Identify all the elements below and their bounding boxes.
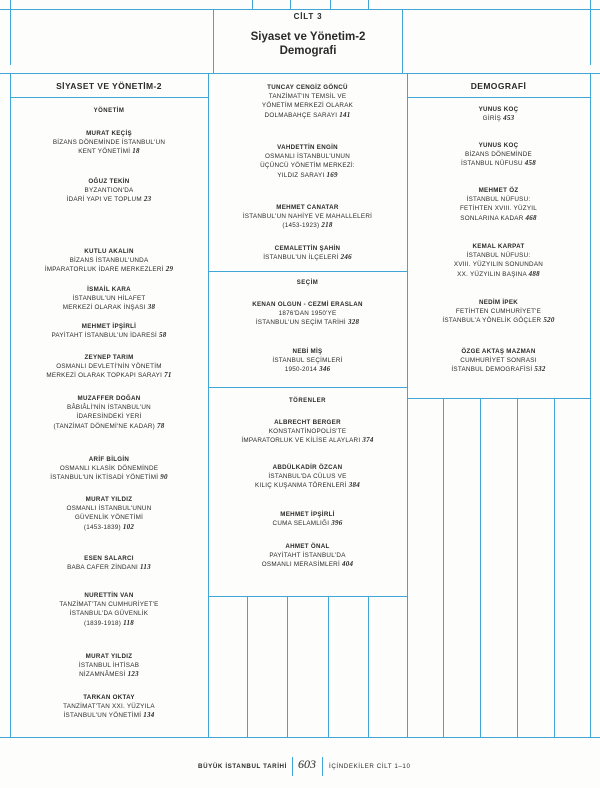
entry-author: KUTLU AKALIN [84,248,134,255]
entry-title-line: MERKEZİ OLARAK İNŞASI 38 [62,303,156,312]
toc-entry [10,177,208,205]
grid-line [330,0,331,10]
toc-entry [208,143,407,180]
entry-author: KEMAL KARPAT [472,243,525,250]
toc-entry [10,591,208,628]
grid-line [554,399,555,738]
entry-author: OĞUZ TEKİN [88,178,130,185]
entry-title-line: BABA CAFER ZİNDANI 113 [67,563,151,571]
entry-page-number: 328 [347,318,360,327]
entry-author: ABDÜLKADİR ÖZCAN [272,464,343,471]
toc-entry [407,141,590,169]
entry-page-number: 384 [348,481,360,490]
entry-title-line: İSTANBUL NÜFUSU: [466,252,531,259]
entry-title-line: İSTANBUL'UN İLÇELERİ 246 [263,253,352,261]
entry-author: ARİF BİLGİN [88,456,130,463]
entry-author: İSMAİL KARA [87,286,131,293]
entry-title-line: İMPARATORLUK İDARE MERKEZLERİ 29 [44,265,174,274]
toc-entry [208,203,407,231]
entry-title-line: İSTANBUL NÜFUSU: [466,196,531,203]
entry-page-number: 118 [123,618,134,627]
entry-author: ESEN SALARCI [84,555,134,562]
entry-title-line: BİZANS DÖNEMİNDE [465,151,532,158]
toc-entry [407,186,590,223]
entry-title-line: (1839-1918) 118 [84,618,134,627]
entry-page-number: 123 [127,670,139,679]
entry-title-line: OSMANLI KLASİK DÖNEMİNDE [59,465,159,472]
entry-page-number: 532 [534,365,546,374]
middle-column [208,74,407,736]
entry-author: NURETTİN VAN [84,592,134,599]
toc-entry [407,242,590,279]
entry-title-line: CUMHURİYET SONRASI [460,357,537,364]
entry-title-line: FETİHTEN XVIII. YÜZYIL [459,205,538,213]
entry-title-line: İSTANBUL'DA GÜVENLİK [69,610,149,618]
entry-title-line: İDARESİNDEKİ YERİ [76,413,142,421]
toc-entry [208,347,407,375]
volume-title [214,30,402,58]
entry-title-line: BYZANTION'DA [84,187,134,194]
toc-entry [407,298,590,326]
entry-author: NEDİM İPEK [478,299,519,306]
volume-title-line1: Siyaset ve Yönetim-2 [250,31,366,43]
toc-entry [10,495,208,532]
entry-title-line: BİZANS DÖNEMİNDE İSTANBUL'UN [52,139,166,146]
column-title-rule [10,97,208,98]
grid-line [252,0,253,10]
entry-page-number: 346 [319,365,331,374]
entry-author: NEBİ MİŞ [292,348,323,355]
footer-series-title: BÜYÜK İSTANBUL TARİHİ [198,763,287,770]
entry-title-line: BİZANS İSTANBUL'UNDA [69,257,149,264]
entry-title-line: PAYİTAHT İSTANBUL'DA [269,552,346,559]
entry-title-line: NİZAMNÂMESİ 123 [79,670,139,679]
left-column [10,100,208,736]
toc-entry [208,418,407,446]
entry-title-line: YÖNETİM MERKEZİ OLARAK [261,102,354,110]
entry-author: MEHMET ÖZ [478,187,519,194]
volume-label: CİLT 3 [293,12,323,21]
grid-line [290,0,291,10]
entry-title-line: ÜÇÜNCÜ YÖNETİM MERKEZİ: [260,162,355,170]
entry-title-line: CUMA SELAMLIĞI 396 [272,519,343,527]
footer-divider-right [322,757,323,776]
entry-title-line: MERKEZİ OLARAK TOPKAPI SARAYI 71 [46,371,172,380]
entry-title-line: İDARİ YAPI VE TOPLUM 23 [66,195,152,204]
entry-title-line: KENT YÖNETİMİ 18 [78,147,140,156]
toc-entry [208,542,407,570]
entry-title-line: İSTANBUL'A YÖNELİK GÖÇLER 520 [442,316,555,325]
entry-author: CEMALETTİN ŞAHİN [274,245,341,252]
entry-page-number: 404 [341,560,354,569]
entry-page-number: 113 [140,563,151,571]
entry-title-line: OSMANLI İSTANBUL'UNUN [264,153,351,160]
header-box-top [213,9,402,10]
entry-title-line: İSTANBUL'UN İKTİSADİ YÖNETİMİ 90 [50,473,168,482]
entry-page-number: 374 [362,436,374,445]
toc-entry [208,244,407,262]
section-title-yonetim: YÖNETİM [93,108,125,114]
entry-title-line: İSTANBUL'UN YÖNETİMİ 134 [63,711,155,720]
entry-page-number: 453 [503,114,515,122]
entry-author: MEHMET İPŞİRLİ [81,323,137,330]
entry-page-number: 58 [159,331,167,339]
entry-author: MURAT KEÇİŞ [86,130,132,137]
toc-entry [10,247,208,275]
entry-page-number: 23 [143,195,152,204]
toc-entry [208,463,407,491]
toc-entry [208,300,407,328]
entry-title-line: 1876'DAN 1950'YE [278,310,337,317]
entry-author: MURAT YILDIZ [85,653,133,660]
entry-page-number: 396 [331,519,343,527]
entry-author: ÖZGE AKTAŞ MAZMAN [461,348,536,355]
entry-page-number: 468 [525,213,537,222]
entry-author: AHMET ÖNAL [285,543,330,550]
entry-title-line: İSTANBUL DEMOGRAFİSİ 532 [451,365,546,374]
bottom-rule [0,737,600,738]
entry-author: YUNUS KOÇ [478,142,519,149]
entry-title-line: İSTANBUL NÜFUSU 458 [460,159,537,168]
volume-title-line2: Demografi [279,45,337,57]
entry-title-line: XVIII. YÜZYILIN SONUNDAN [453,261,544,269]
entry-title-line: XX. YÜZYILIN BAŞINA 488 [457,269,540,278]
entry-title-line: GÜVENLİK YÖNETİMİ [74,514,144,522]
toc-entry [10,455,208,483]
entry-title-line: SONLARINA KADAR 468 [460,213,537,222]
toc-entry [407,347,590,375]
section-title-secim: SEÇİM [296,280,319,286]
entry-title-line: (TANZİMAT DÖNEMİ'NE KADAR) 78 [53,421,165,430]
entry-page-number: 488 [528,269,540,278]
entry-page-number: 38 [147,303,156,312]
toc-entry [10,693,208,721]
toc-entry [10,285,208,313]
entry-title-line: İSTANBUL'UN HİLAFET [72,295,146,302]
entry-page-number: 29 [165,265,174,274]
right-column-title: DEMOGRAFİ [470,81,527,91]
section-title-torenler: TÖRENLER [289,398,326,404]
entry-author: ALBRECHT BERGER [274,419,341,426]
entry-title-line: OSMANLI MERASİMLERİ 404 [261,560,354,569]
entry-title-line: KILIÇ KUŞANMA TÖRENLERİ 384 [255,481,360,490]
entry-author: MEHMET CANATAR [276,204,339,211]
toc-entry [208,510,407,528]
entry-title-line: DOLMABAHÇE SARAYI 141 [264,110,351,119]
entry-title-line: İSTANBUL'UN NAHİYE VE MAHALLELERİ [242,213,373,220]
entry-title-line: İSTANBUL SEÇİMLERİ [272,357,343,364]
entry-page-number: 169 [326,170,338,179]
entry-page-number: 246 [340,253,352,261]
toc-entry [10,394,208,431]
left-column-title: SİYASET VE YÖNETİM-2 [56,81,162,91]
entry-title-line: (1453-1923) 218 [282,221,333,230]
entry-title-line: İSTANBUL İHTİSAB [78,662,140,669]
entry-page-number: 78 [156,421,165,430]
toc-entry [10,129,208,157]
entry-title-line: İMPARATORLUK VE KİLİSE ALAYLARI 374 [241,436,374,445]
entry-title-line: BÂBIÂLİ'NİN İSTANBUL'UN [67,404,151,411]
entry-author: MURAT YILDIZ [85,496,133,503]
header-box-right [402,9,403,74]
entry-page-number: 218 [321,221,333,230]
grid-line [590,74,591,738]
entry-author: TARKAN OKTAY [83,694,135,701]
entry-title-line: GİRİŞ 453 [482,114,515,122]
entry-title-line: TANZİMAT'IN TEMSİL VE [268,93,347,100]
grid-line [368,0,369,10]
entry-title-line: İSTANBUL'UN SEÇİM TARİHİ 328 [255,318,360,327]
entry-title-line: (1453-1839) 102 [83,522,135,531]
entry-author: VAHDETTİN ENGİN [277,144,338,151]
footer-divider-left [292,757,293,776]
right-column [407,74,590,399]
entry-page-number: 141 [339,110,351,119]
toc-entry [208,83,407,120]
grid-line [517,399,518,738]
entry-author: MEHMET İPŞİRLİ [280,511,335,518]
footer-contents-label: İÇİNDEKİLER CİLT 1–10 [329,763,411,770]
entry-author: ZEYNEP TARIM [84,354,134,361]
entry-title-line: İSTANBUL'DA CÜLUS VE [268,473,347,480]
entry-title-line: KONSTANTİNOPOLİS'TE [268,428,347,435]
entry-title-line: PAYİTAHT İSTANBUL'UN İDARESİ 58 [51,331,167,339]
entry-page-number: 18 [132,147,140,156]
entry-title-line: TANZİMAT'TAN XXI. YÜZYILA [63,703,155,710]
entry-page-number: 134 [143,711,155,720]
entry-author: YUNUS KOÇ [478,106,519,113]
toc-entry [10,554,208,572]
entry-title-line: 1950-2014 346 [284,365,331,374]
entry-author: TUNCAY CENGİZ GÖNCÜ [267,84,348,91]
entry-title-line: OSMANLI DEVLETİ'NİN YÖNETİM [56,363,162,370]
entry-page-number: 90 [160,473,168,482]
grid-line [480,399,481,738]
entry-title-line: TANZİMAT'TAN CUMHURİYET'E [59,601,159,608]
entry-title-line: FETİHTEN CUMHURİYET'E [455,308,542,315]
entry-page-number: 71 [164,371,172,380]
entry-page-number: 458 [524,159,537,168]
entry-title-line: YILDIZ SARAYI 169 [277,170,338,179]
footer-page-number: 603 [298,757,316,771]
entry-page-number: 520 [543,316,555,325]
toc-entry [10,652,208,680]
toc-entry [407,105,590,123]
toc-entry [10,353,208,381]
entry-author: KENAN OLGUN - CEZMİ ERASLAN [252,301,363,308]
entry-page-number: 102 [122,522,135,531]
grid-line [443,399,444,738]
volume-header [214,11,402,58]
entry-title-line: OSMANLI İSTANBUL'UNUN [66,505,152,512]
entry-author: MUZAFFER DOĞAN [77,395,141,402]
toc-entry [10,322,208,340]
